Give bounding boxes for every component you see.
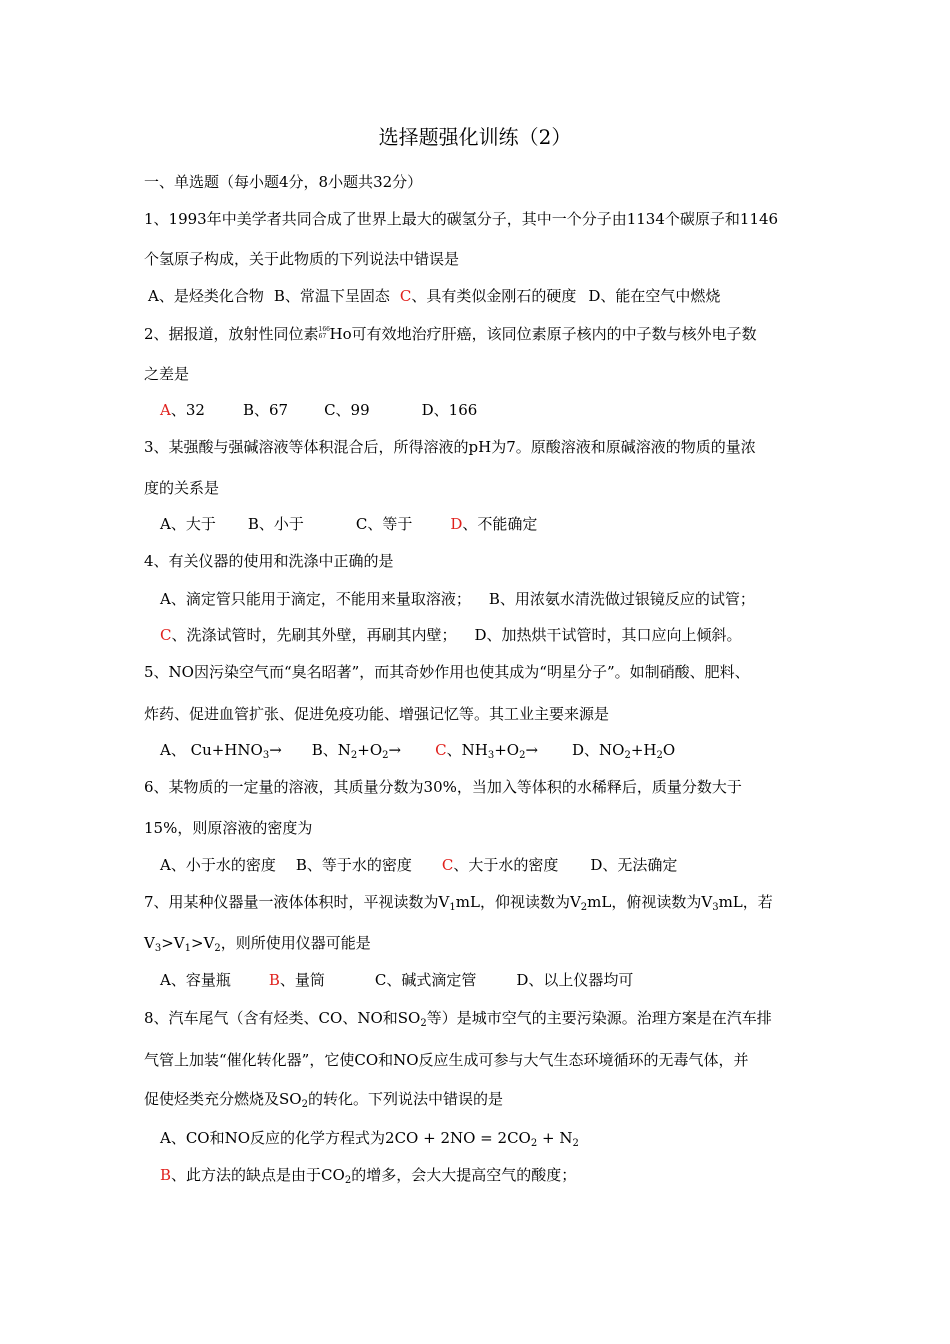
q4-options-row1	[160, 589, 755, 609]
q2-stem-line1	[144, 324, 757, 344]
q2-option-a-letter: A	[160, 401, 171, 419]
q6-option-d: D、无法确定	[590, 856, 678, 874]
q8-option-b: B、此方法的缺点是由于$CO_2$的增多，会大大提高空气的酸度；	[160, 1166, 577, 1186]
q1-options	[148, 286, 720, 306]
q7-options	[160, 970, 633, 990]
q7-option-b-letter: B	[268, 971, 280, 989]
q5-option-a: A、 $Cu+HNO_3\to$	[160, 741, 282, 761]
q6-options	[160, 855, 677, 875]
q7-option-c: C、碱式滴定管	[374, 971, 477, 989]
section-heading: 一、单选题（每小题4分，8小题共32分）	[144, 173, 423, 191]
q3-stem-line2: 度的关系是	[144, 479, 220, 497]
q6-option-c-letter: C	[441, 856, 454, 874]
q1-option-d: D、能在空气中燃烧	[588, 287, 721, 305]
q1-option-c-letter: C	[399, 287, 412, 305]
q1-stem-line1: 1、1993年中美学者共同合成了世界上最大的碳氢分子，其中一个分子由1134个碳原子和1146	[144, 210, 779, 228]
q6-stem-line2: 15%，则原溶液的密度为	[144, 819, 313, 837]
q7-stem-line1: 7、用某种仪器量一液体体积时，平视读数为$V_1mL$，仰视读数为$V_2mL$，俯视读数为$V_3mL$，若	[144, 893, 773, 913]
q5-options	[160, 740, 675, 760]
q7-option-a: A、容量瓶	[160, 971, 231, 989]
q7-option-b: 、量筒	[279, 971, 325, 989]
q3-stem-line1: 3、某强酸与强碱溶液等体积混合后，所得溶液的pH为7。原酸溶液和原碱溶液的物质的量浓	[144, 438, 756, 456]
q6-option-a: A、小于水的密度	[160, 856, 276, 874]
q4-option-c: 、洗涤试管时，先刷其外壁，再刷其内壁；	[171, 626, 457, 644]
q2-option-a: 、32	[170, 401, 205, 419]
page-title: 选择题强化训练（2）	[378, 125, 572, 149]
q2-option-b: B、67	[242, 401, 289, 419]
q6-option-b: B、等于水的密度	[295, 856, 412, 874]
q7-option-d: D、以上仪器均可	[516, 971, 634, 989]
q5-stem-line1: 5、NO因污染空气而“臭名昭著”，而其奇妙作用也使其成为“明星分子”。如制硝酸、肥料、	[144, 663, 750, 681]
q4-option-a: A、滴定管只能用于滴定，不能用来量取溶液；	[160, 590, 471, 608]
isotope-mass-number: 166	[318, 326, 330, 333]
q1-option-b: B、常温下呈固态	[273, 287, 390, 305]
q3-option-a: A、大于	[160, 515, 216, 533]
q8-stem-line3: 促使烃类充分燃烧及$SO_2$的转化。下列说法中错误的是	[144, 1090, 503, 1110]
q6-stem-line1: 6、某物质的一定量的溶液，其质量分数为30%，当加入等体积的水稀释后，质量分数大于	[144, 778, 742, 796]
q2-options	[160, 400, 477, 420]
q8-stem-line2: 气管上加装“催化转化器”，它使CO和NO反应生成可参与大气生态环境循环的无毒气体，并	[144, 1051, 749, 1069]
q8-stem-line1: 8、汽车尾气（含有烃类、CO、NO和$SO_2$等）是城市空气的主要污染源。治理方案是在汽车排	[144, 1009, 772, 1029]
q3-option-b: B、小于	[247, 515, 304, 533]
q1-option-a: A、是烃类化合物	[148, 287, 264, 305]
q5-option-d: D、$NO_2+H_2O$	[572, 741, 676, 761]
q1-stem-line2: 个氢原子构成，关于此物质的下列说法中错误是	[144, 250, 460, 268]
q4-option-c-letter: C	[160, 626, 172, 644]
q4-options-row2	[160, 625, 742, 645]
q2-stem-line2: 之差是	[144, 365, 190, 383]
q4-stem: 4、有关仪器的使用和洗涤中正确的是	[144, 552, 394, 570]
q2-stem-text: 2、据报道，放射性同位素	[144, 325, 319, 343]
q2-option-c: C、99	[324, 401, 370, 419]
q4-option-d: D、加热烘干试管时，其口应向上倾斜。	[474, 626, 742, 644]
q5-stem-line2: 炸药、促进血管扩张、促进免疫功能、增强记忆等。其工业主要来源是	[144, 705, 610, 723]
q2-stem-text-end: Ho可有效地治疗肝癌，该同位素原子核内的中子数与核外电子数	[329, 325, 757, 343]
q4-option-b: B、用浓氨水清洗做过银镜反应的试管；	[488, 590, 755, 608]
isotope-atomic-number: 67	[318, 333, 327, 340]
q3-option-d: 、不能确定	[462, 515, 538, 533]
isotope-notation	[319, 327, 330, 341]
q1-option-c: 、具有类似金刚石的硬度	[411, 287, 577, 305]
q3-option-d-letter: D	[450, 515, 463, 533]
q8-option-a: A、CO和NO反应的化学方程式为$2CO + 2NO = 2CO_2 + N_2$	[160, 1129, 579, 1149]
q2-option-d: D、166	[421, 401, 478, 419]
q3-option-c: C、等于	[355, 515, 413, 533]
q5-option-b: B、$N_2+O_2\to$	[311, 741, 402, 761]
q6-option-c: 、大于水的密度	[453, 856, 559, 874]
q7-stem-line2: $V_3>V_1>V_2$，则所使用仪器可能是	[144, 934, 371, 954]
q3-options	[160, 514, 537, 534]
q5-option-c: C、$NH_3+O_2\to$	[435, 741, 539, 761]
